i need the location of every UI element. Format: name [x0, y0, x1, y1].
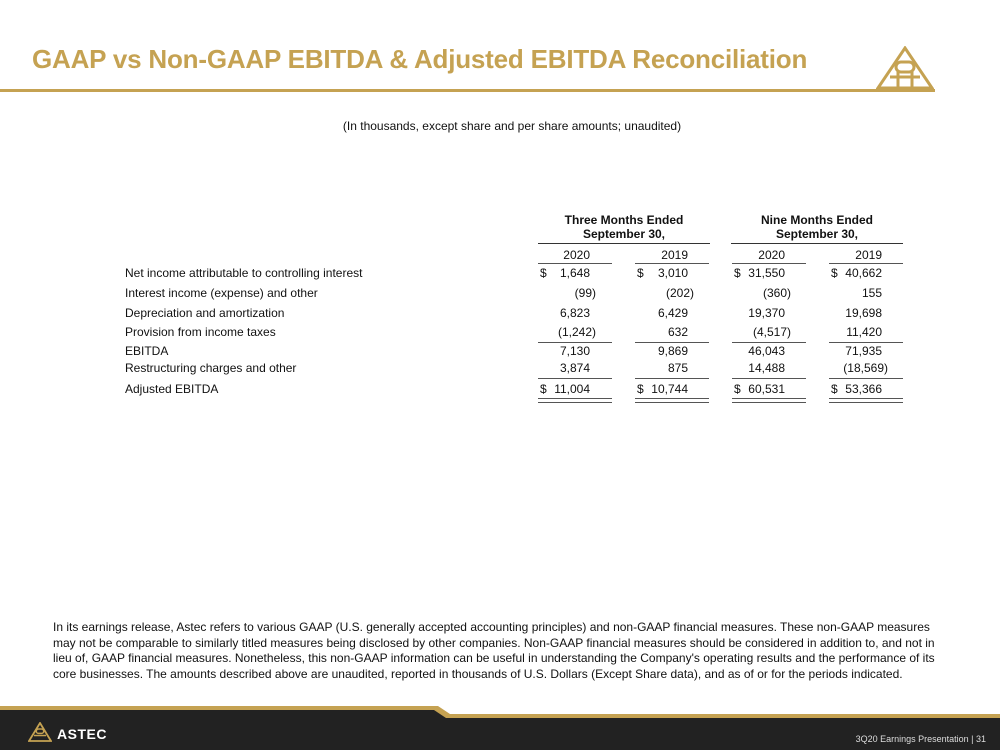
cell-value: (202): [665, 286, 694, 300]
table-cell: [734, 286, 791, 300]
cell-value: 6,823: [559, 306, 590, 320]
group-header-line2: September 30,: [582, 227, 666, 241]
double-underline: [732, 398, 806, 403]
currency-symbol: $: [637, 382, 644, 396]
row-label: EBITDA: [125, 344, 169, 358]
subtotal-rule: [732, 342, 806, 343]
subtotal-rule: [538, 342, 612, 343]
group-header-three-months: [538, 213, 710, 241]
table-cell: [540, 266, 590, 280]
currency-symbol: $: [831, 266, 838, 280]
year-header-rule: [829, 263, 903, 264]
cell-value: (360): [762, 286, 791, 300]
table-cell: [831, 344, 882, 358]
cell-value: 31,550: [748, 266, 785, 280]
group-header-line2: September 30,: [775, 227, 859, 241]
cell-value: 40,662: [845, 266, 882, 280]
currency-symbol: $: [734, 266, 741, 280]
table-cell: [540, 325, 596, 339]
cell-value: 11,004: [554, 382, 590, 396]
cell-value: 6,429: [657, 306, 688, 320]
cell-value: 3,874: [559, 361, 590, 375]
currency-symbol: $: [831, 382, 838, 396]
cell-value: 46,043: [748, 344, 785, 358]
table-subtitle: (In thousands, except share and per share amounts; unaudited): [342, 119, 682, 133]
table-cell: [831, 306, 882, 320]
cell-value: (18,569): [843, 361, 888, 375]
table-cell: [637, 325, 688, 339]
year-header: 2019: [855, 248, 882, 262]
table-cell: [540, 286, 596, 300]
table-cell: [637, 286, 694, 300]
row-label: Net income attributable to controlling interest: [125, 266, 363, 280]
year-header: 2020: [758, 248, 785, 262]
group-header-nine-months: [731, 213, 903, 241]
footer-band: [0, 706, 1000, 750]
table-cell: [637, 306, 688, 320]
cell-value: 10,744: [651, 382, 688, 396]
cell-value: (99): [574, 286, 596, 300]
year-header: 2020: [563, 248, 590, 262]
currency-symbol: $: [540, 382, 547, 396]
group-header-rule: [731, 243, 903, 244]
group-header-rule: [538, 243, 710, 244]
double-underline: [538, 398, 612, 403]
table-cell: [831, 361, 888, 375]
cell-value: 1,648: [559, 266, 590, 280]
total-rule: [829, 378, 903, 379]
total-rule: [538, 378, 612, 379]
double-underline: [635, 398, 709, 403]
cell-value: 53,366: [845, 382, 882, 396]
table-cell: [734, 306, 785, 320]
total-rule: [635, 378, 709, 379]
group-header-line1: Three Months Ended: [564, 213, 684, 227]
table-cell: [540, 344, 590, 358]
table-cell: [637, 361, 688, 375]
table-cell: [734, 344, 785, 358]
group-header-line1: Nine Months Ended: [761, 213, 873, 227]
cell-value: 9,869: [657, 344, 688, 358]
cell-value: 875: [667, 361, 688, 375]
subtotal-rule: [829, 342, 903, 343]
cell-value: 71,935: [845, 344, 882, 358]
cell-value: 3,010: [657, 266, 688, 280]
cell-value: (4,517): [752, 325, 791, 339]
year-header-rule: [538, 263, 612, 264]
currency-symbol: $: [540, 266, 547, 280]
cell-value: 7,130: [559, 344, 590, 358]
cell-value: 19,698: [845, 306, 882, 320]
table-cell: [734, 325, 791, 339]
table-cell: [637, 266, 688, 280]
disclaimer-footnote: In its earnings release, Astec refers to various GAAP (U.S. generally accepted accounting principles) and non-GAAP financial measures. These non-GAAP measures may not be comparable to similarly titled measures being disclosed by other companies. Non-GAAP financial measures should be considered in addition to, and not in lieu of, GAAP financial measures. Nonetheless, this non-GAAP information can be useful in understanding the Company's operating results and the performance of its core businesses. The amounts described above are unaudited, reported in thousands of U.S. Dollars (Except Share data), and as of or for the periods indicated.: [53, 620, 935, 681]
cell-value: 11,420: [846, 325, 882, 339]
footer-brand: ASTEC: [57, 726, 107, 742]
astec-logo-icon: [876, 46, 934, 90]
cell-value: 14,488: [748, 361, 785, 375]
row-label: Provision from income taxes: [125, 325, 276, 339]
cell-value: 60,531: [748, 382, 785, 396]
row-label: Depreciation and amortization: [125, 306, 285, 320]
footer-page-label: 3Q20 Earnings Presentation | 31: [855, 734, 986, 744]
table-cell: [831, 382, 882, 396]
row-label: Restructuring charges and other: [125, 361, 297, 375]
row-label: Adjusted EBITDA: [125, 382, 219, 396]
cell-value: 19,370: [748, 306, 785, 320]
table-cell: [734, 361, 785, 375]
year-header-rule: [732, 263, 806, 264]
table-cell: [637, 382, 688, 396]
table-cell: [540, 382, 590, 396]
table-cell: [540, 306, 590, 320]
subtotal-rule: [635, 342, 709, 343]
table-cell: [831, 286, 882, 300]
title-underline: [0, 89, 935, 92]
table-cell: [734, 266, 785, 280]
cell-value: 155: [861, 286, 882, 300]
table-cell: [637, 344, 688, 358]
table-cell: [734, 382, 785, 396]
table-cell: [540, 361, 590, 375]
currency-symbol: $: [734, 382, 741, 396]
row-label: Interest income (expense) and other: [125, 286, 318, 300]
cell-value: 632: [667, 325, 688, 339]
year-header-rule: [635, 263, 709, 264]
total-rule: [732, 378, 806, 379]
double-underline: [829, 398, 903, 403]
table-cell: [831, 266, 882, 280]
table-cell: [831, 325, 882, 339]
cell-value: (1,242): [557, 325, 596, 339]
page-title: GAAP vs Non-GAAP EBITDA & Adjusted EBITDA Reconciliation: [32, 44, 808, 74]
year-header: 2019: [661, 248, 688, 262]
astec-footer-logo-icon: [28, 722, 52, 742]
currency-symbol: $: [637, 266, 644, 280]
